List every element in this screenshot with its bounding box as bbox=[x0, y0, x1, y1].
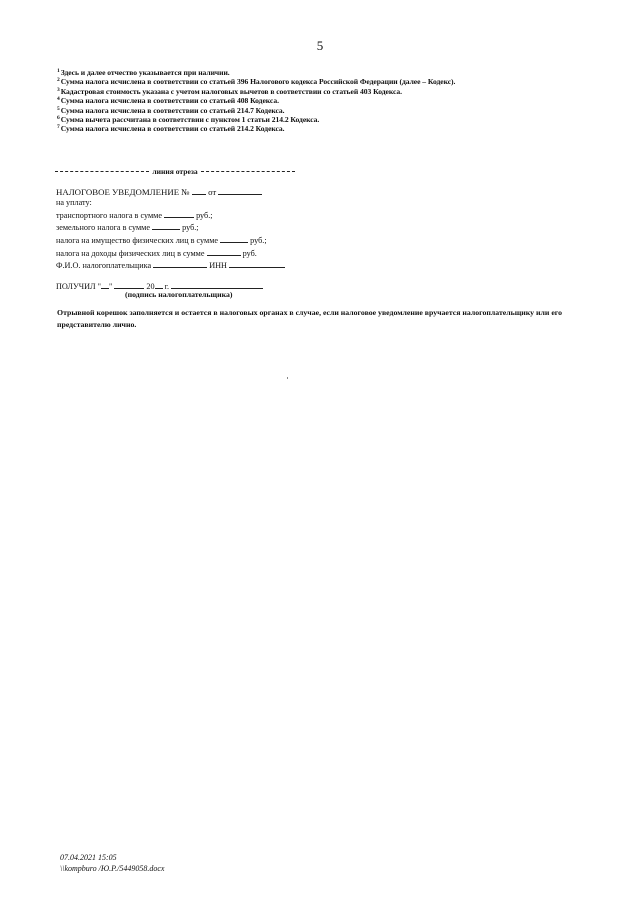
income-tax-label: налога на доходы физических лиц в сумме bbox=[56, 248, 205, 258]
fio-label: Ф.И.О. налогоплательщика bbox=[56, 261, 152, 270]
property-tax-row bbox=[56, 234, 356, 247]
stub-note: Отрывной корешок заполняется и остается в налоговых органах в случае, если налоговое уведомление вручается налогоплательщику или его представителю лично. bbox=[57, 308, 563, 329]
day-field[interactable] bbox=[101, 280, 109, 289]
quote-close: " bbox=[108, 282, 113, 291]
notice-title-row bbox=[56, 186, 356, 198]
notice-title: НАЛОГОВОЕ УВЕДОМЛЕНИЕ № bbox=[56, 187, 190, 197]
land-tax-label: земельного налога в сумме bbox=[56, 223, 150, 233]
year-prefix: 20 bbox=[146, 282, 155, 291]
cut-line-label: линия отреза bbox=[152, 167, 198, 176]
footnote-3 bbox=[57, 87, 617, 96]
transport-tax-row bbox=[56, 209, 356, 222]
document-footer bbox=[60, 853, 164, 874]
taxpayer-identity-row bbox=[56, 259, 285, 270]
income-tax-amount-field[interactable] bbox=[207, 247, 241, 256]
footnote-text: Здесь и далее отчество указывается при наличии. bbox=[60, 68, 230, 77]
cut-line-dashes-left bbox=[55, 171, 149, 172]
payment-header: на уплату: bbox=[56, 197, 92, 207]
received-label: ПОЛУЧИЛ bbox=[56, 282, 96, 291]
cut-line bbox=[55, 167, 295, 176]
footnote-2 bbox=[57, 77, 617, 86]
footnote-5 bbox=[57, 106, 617, 115]
currency-unit: руб. bbox=[242, 248, 257, 258]
property-tax-label: налога на имущество физических лиц в сумме bbox=[56, 236, 219, 246]
inn-label: ИНН bbox=[209, 261, 227, 270]
footnote-mark: 1 bbox=[57, 68, 60, 74]
year-suffix: г. bbox=[164, 282, 170, 291]
income-tax-row bbox=[56, 247, 356, 260]
footnote-mark: 2 bbox=[57, 77, 60, 84]
page-number: 5 bbox=[316, 38, 324, 53]
footnote-text: Кадастровая стоимость указана с учетом налоговых вычетов в соответствии со статьей 403 Кодекса. bbox=[60, 86, 402, 96]
fio-field[interactable] bbox=[153, 259, 207, 268]
footnote-text: Сумма налога исчислена в соответствии со статьей 214.7 Кодекса. bbox=[60, 105, 285, 115]
footnote-mark: 4 bbox=[57, 96, 60, 103]
footer-timestamp: 07.04.2021 15:05 bbox=[60, 853, 117, 862]
land-tax-amount-field[interactable] bbox=[152, 221, 180, 230]
footnote-text: Сумма налога исчислена в соответствии со статьей 408 Кодекса. bbox=[60, 96, 279, 106]
tax-notice-stub bbox=[56, 186, 356, 260]
land-tax-row bbox=[56, 221, 356, 234]
footnote-mark: 6 bbox=[57, 115, 60, 122]
inn-field[interactable] bbox=[229, 259, 285, 268]
notice-number-field[interactable] bbox=[192, 186, 206, 195]
footnote-text: Сумма вычета рассчитана в соответствии с пунктом 1 статьи 214.2 Кодекса. bbox=[60, 115, 320, 125]
footnote-7 bbox=[57, 124, 617, 133]
scan-speck bbox=[287, 377, 288, 379]
notice-date-field[interactable] bbox=[218, 186, 262, 195]
transport-tax-label: транспортного налога в сумме bbox=[56, 210, 162, 220]
footnote-1 bbox=[57, 68, 617, 77]
currency-unit: руб.; bbox=[196, 210, 213, 220]
footnote-mark: 3 bbox=[57, 86, 60, 93]
footnotes bbox=[57, 68, 617, 134]
footnote-mark: 5 bbox=[57, 105, 60, 112]
transport-tax-amount-field[interactable] bbox=[164, 209, 194, 218]
footnote-text: Сумма налога исчислена в соответствии со статьей 214.2 Кодекса. bbox=[60, 124, 285, 134]
currency-unit: руб.; bbox=[250, 236, 267, 246]
signature-caption: (подпись налогоплательщика) bbox=[125, 290, 233, 299]
footer-file-path: \\kompburo /Ю.Р./5449058.docx bbox=[60, 863, 165, 873]
currency-unit: руб.; bbox=[182, 223, 199, 233]
footnote-text: Сумма налога исчислена в соответствии со статьей 396 Налогового кодекса Российской Федерации (далее – Кодекс). bbox=[60, 77, 456, 87]
year-field[interactable] bbox=[155, 280, 163, 289]
footnote-6 bbox=[57, 115, 617, 124]
signature-field[interactable] bbox=[171, 280, 263, 289]
quote-open: " bbox=[97, 282, 101, 291]
cut-line-dashes-right bbox=[201, 171, 295, 172]
property-tax-amount-field[interactable] bbox=[220, 234, 248, 243]
footnote-mark: 7 bbox=[57, 124, 60, 131]
notice-from-label: от bbox=[208, 187, 217, 197]
month-field[interactable] bbox=[114, 280, 144, 289]
footnote-4 bbox=[57, 96, 617, 105]
